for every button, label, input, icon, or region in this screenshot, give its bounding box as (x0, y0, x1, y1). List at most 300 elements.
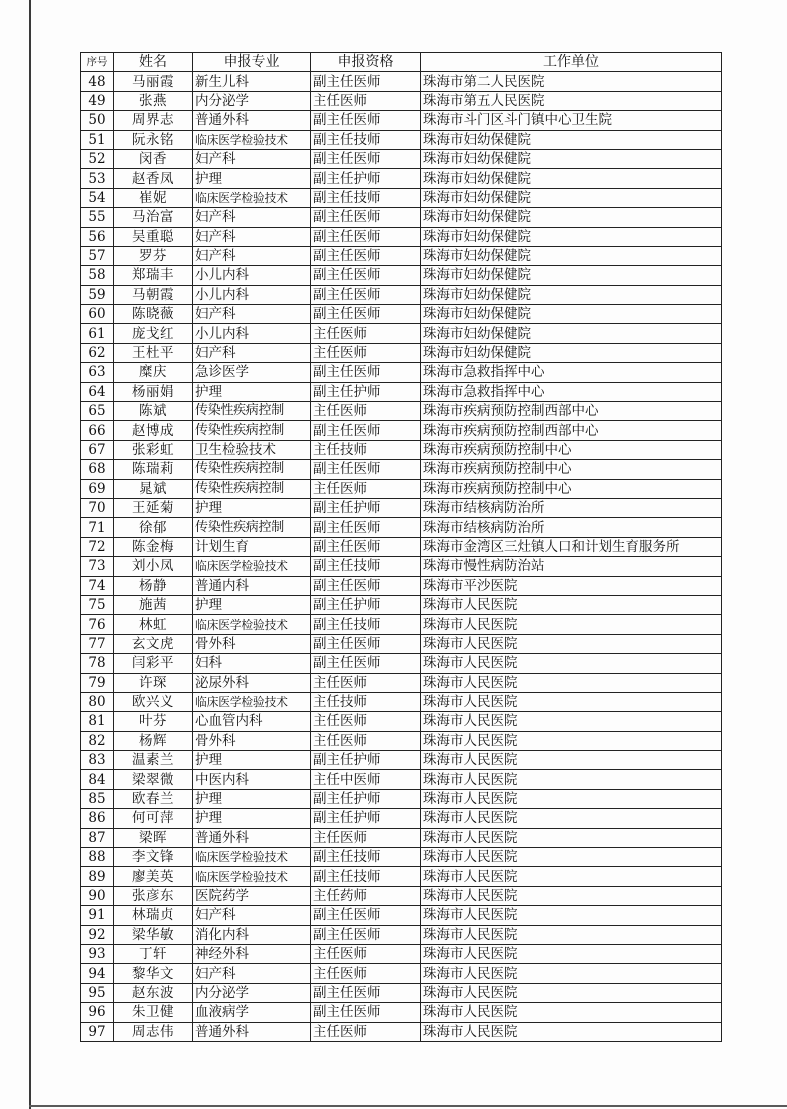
cell-qualification: 副主任医师 (311, 460, 421, 479)
table-row (81, 518, 722, 537)
cell-name: 周志伟 (114, 1022, 193, 1041)
cell-major: 临床医学检验技术 (193, 130, 311, 149)
cell-qualification: 副主任医师 (311, 72, 421, 91)
table-row (81, 848, 722, 867)
cell-unit: 珠海市人民医院 (421, 964, 722, 983)
cell-qualification: 副主任医师 (311, 246, 421, 265)
cell-unit: 珠海市第五人民医院 (421, 91, 722, 110)
cell-unit: 珠海市妇幼保健院 (421, 188, 722, 207)
cell-unit: 珠海市疾病预防控制西部中心 (421, 421, 722, 440)
cell-seq: 72 (81, 537, 114, 556)
cell-qualification: 主任医师 (311, 673, 421, 692)
cell-unit: 珠海市妇幼保健院 (421, 324, 722, 343)
cell-major: 小儿内科 (193, 266, 311, 285)
table-row (81, 576, 722, 595)
cell-major: 护理 (193, 789, 311, 808)
table-row (81, 227, 722, 246)
cell-seq: 85 (81, 789, 114, 808)
cell-name: 陈瑞莉 (114, 460, 193, 479)
cell-major: 临床医学检验技术 (193, 867, 311, 886)
cell-seq: 81 (81, 712, 114, 731)
cell-qualification: 副主任医师 (311, 421, 421, 440)
scan-edge-left (29, 0, 31, 1109)
cell-major: 传染性疾病控制 (193, 402, 311, 421)
cell-seq: 97 (81, 1022, 114, 1041)
cell-seq: 93 (81, 944, 114, 963)
cell-major: 普通外科 (193, 111, 311, 130)
cell-major: 妇产科 (193, 343, 311, 362)
cell-unit: 珠海市人民医院 (421, 925, 722, 944)
table-row (81, 421, 722, 440)
cell-qualification: 副主任医师 (311, 363, 421, 382)
cell-unit: 珠海市人民医院 (421, 828, 722, 847)
table-row (81, 72, 722, 91)
table-row (81, 91, 722, 110)
cell-name: 陈晓薇 (114, 305, 193, 324)
cell-qualification: 主任技师 (311, 692, 421, 711)
cell-unit: 珠海市妇幼保健院 (421, 208, 722, 227)
table-row (81, 692, 722, 711)
table-row (81, 886, 722, 905)
cell-major: 护理 (193, 498, 311, 517)
cell-unit: 珠海市人民医院 (421, 634, 722, 653)
cell-name: 丁轩 (114, 944, 193, 963)
cell-qualification: 副主任医师 (311, 654, 421, 673)
cell-name: 赵香凤 (114, 169, 193, 188)
cell-name: 张彦东 (114, 886, 193, 905)
cell-unit: 珠海市人民医院 (421, 809, 722, 828)
table-row (81, 402, 722, 421)
cell-seq: 58 (81, 266, 114, 285)
cell-seq: 90 (81, 886, 114, 905)
cell-seq: 53 (81, 169, 114, 188)
cell-name: 阮永铭 (114, 130, 193, 149)
cell-qualification: 副主任医师 (311, 925, 421, 944)
cell-name: 李文锋 (114, 848, 193, 867)
cell-major: 护理 (193, 382, 311, 401)
cell-seq: 63 (81, 363, 114, 382)
cell-major: 临床医学检验技术 (193, 848, 311, 867)
cell-seq: 95 (81, 983, 114, 1002)
cell-name: 周界志 (114, 111, 193, 130)
cell-name: 郑瑞丰 (114, 266, 193, 285)
cell-major: 传染性疾病控制 (193, 518, 311, 537)
cell-name: 王延菊 (114, 498, 193, 517)
cell-major: 医院药学 (193, 886, 311, 905)
cell-seq: 60 (81, 305, 114, 324)
cell-seq: 74 (81, 576, 114, 595)
cell-major: 妇产科 (193, 246, 311, 265)
cell-name: 罗芬 (114, 246, 193, 265)
cell-seq: 89 (81, 867, 114, 886)
cell-qualification: 副主任医师 (311, 634, 421, 653)
cell-qualification: 副主任技师 (311, 130, 421, 149)
table-row (81, 964, 722, 983)
cell-qualification: 副主任技师 (311, 615, 421, 634)
cell-major: 普通外科 (193, 1022, 311, 1041)
table-row (81, 673, 722, 692)
cell-name: 欧兴义 (114, 692, 193, 711)
cell-unit: 珠海市人民医院 (421, 654, 722, 673)
cell-seq: 94 (81, 964, 114, 983)
cell-name: 梁翠微 (114, 770, 193, 789)
cell-seq: 57 (81, 246, 114, 265)
table-row (81, 537, 722, 556)
cell-name: 马朝霞 (114, 285, 193, 304)
cell-name: 杨静 (114, 576, 193, 595)
cell-name: 黎华文 (114, 964, 193, 983)
cell-seq: 59 (81, 285, 114, 304)
cell-major: 妇产科 (193, 964, 311, 983)
cell-qualification: 副主任护师 (311, 382, 421, 401)
cell-qualification: 主任医师 (311, 712, 421, 731)
cell-seq: 71 (81, 518, 114, 537)
cell-qualification: 主任医师 (311, 828, 421, 847)
cell-qualification: 副主任医师 (311, 227, 421, 246)
table-row (81, 479, 722, 498)
cell-qualification: 主任医师 (311, 964, 421, 983)
cell-major: 护理 (193, 595, 311, 614)
cell-qualification: 副主任医师 (311, 518, 421, 537)
cell-major: 小儿内科 (193, 285, 311, 304)
cell-name: 赵博成 (114, 421, 193, 440)
table-row (81, 731, 722, 750)
cell-name: 温素兰 (114, 751, 193, 770)
cell-seq: 76 (81, 615, 114, 634)
cell-qualification: 主任医师 (311, 944, 421, 963)
cell-major: 急诊医学 (193, 363, 311, 382)
cell-qualification: 副主任医师 (311, 285, 421, 304)
table-row (81, 983, 722, 1002)
applicant-table (80, 52, 722, 1042)
cell-seq: 77 (81, 634, 114, 653)
cell-seq: 49 (81, 91, 114, 110)
table-row (81, 285, 722, 304)
cell-unit: 珠海市妇幼保健院 (421, 169, 722, 188)
table-row (81, 654, 722, 673)
cell-qualification: 副主任医师 (311, 149, 421, 168)
cell-unit: 珠海市妇幼保健院 (421, 266, 722, 285)
cell-name: 晁斌 (114, 479, 193, 498)
cell-unit: 珠海市人民医院 (421, 673, 722, 692)
cell-major: 妇产科 (193, 227, 311, 246)
cell-major: 临床医学检验技术 (193, 615, 311, 634)
cell-major: 神经外科 (193, 944, 311, 963)
cell-qualification: 副主任医师 (311, 111, 421, 130)
cell-seq: 92 (81, 925, 114, 944)
cell-qualification: 主任医师 (311, 324, 421, 343)
cell-major: 消化内科 (193, 925, 311, 944)
cell-seq: 56 (81, 227, 114, 246)
cell-unit: 珠海市人民医院 (421, 615, 722, 634)
cell-major: 计划生育 (193, 537, 311, 556)
cell-qualification: 副主任医师 (311, 266, 421, 285)
cell-major: 传染性疾病控制 (193, 421, 311, 440)
cell-major: 妇科 (193, 654, 311, 673)
header-major: 申报专业 (193, 53, 311, 72)
cell-unit: 珠海市人民医院 (421, 906, 722, 925)
cell-major: 普通内科 (193, 576, 311, 595)
cell-qualification: 主任医师 (311, 343, 421, 362)
cell-major: 妇产科 (193, 208, 311, 227)
cell-qualification: 主任药师 (311, 886, 421, 905)
cell-qualification: 副主任护师 (311, 751, 421, 770)
cell-seq: 84 (81, 770, 114, 789)
cell-major: 传染性疾病控制 (193, 479, 311, 498)
cell-seq: 75 (81, 595, 114, 614)
cell-name: 许琛 (114, 673, 193, 692)
cell-qualification: 副主任技师 (311, 848, 421, 867)
cell-qualification: 副主任技师 (311, 557, 421, 576)
table-row (81, 149, 722, 168)
cell-name: 刘小凤 (114, 557, 193, 576)
cell-name: 张彩虹 (114, 440, 193, 459)
cell-unit: 珠海市人民医院 (421, 944, 722, 963)
scan-edge-bottom (29, 1105, 787, 1107)
header-row (81, 53, 722, 72)
cell-name: 何可萍 (114, 809, 193, 828)
cell-unit: 珠海市妇幼保健院 (421, 343, 722, 362)
cell-qualification: 主任技师 (311, 440, 421, 459)
cell-qualification: 副主任医师 (311, 576, 421, 595)
cell-major: 小儿内科 (193, 324, 311, 343)
cell-seq: 87 (81, 828, 114, 847)
table-row (81, 130, 722, 149)
table-row (81, 498, 722, 517)
cell-name: 马治富 (114, 208, 193, 227)
cell-seq: 48 (81, 72, 114, 91)
cell-name: 庞戈红 (114, 324, 193, 343)
cell-major: 临床医学检验技术 (193, 188, 311, 207)
cell-name: 朱卫健 (114, 1003, 193, 1022)
cell-seq: 65 (81, 402, 114, 421)
cell-unit: 珠海市人民医院 (421, 848, 722, 867)
cell-unit: 珠海市平沙医院 (421, 576, 722, 595)
cell-name: 张燕 (114, 91, 193, 110)
cell-name: 陈斌 (114, 402, 193, 421)
cell-name: 吴重聪 (114, 227, 193, 246)
cell-major: 中医内科 (193, 770, 311, 789)
cell-name: 杨辉 (114, 731, 193, 750)
cell-major: 卫生检验技术 (193, 440, 311, 459)
cell-seq: 50 (81, 111, 114, 130)
cell-qualification: 副主任医师 (311, 1003, 421, 1022)
table-row (81, 789, 722, 808)
cell-name: 梁华敏 (114, 925, 193, 944)
cell-unit: 珠海市妇幼保健院 (421, 285, 722, 304)
cell-unit: 珠海市妇幼保健院 (421, 246, 722, 265)
table-row (81, 751, 722, 770)
cell-seq: 61 (81, 324, 114, 343)
table-row (81, 111, 722, 130)
cell-unit: 珠海市人民医院 (421, 886, 722, 905)
cell-unit: 珠海市慢性病防治站 (421, 557, 722, 576)
cell-name: 叶芬 (114, 712, 193, 731)
cell-unit: 珠海市人民医院 (421, 770, 722, 789)
cell-qualification: 副主任护师 (311, 595, 421, 614)
cell-qualification: 主任医师 (311, 479, 421, 498)
cell-unit: 珠海市第二人民医院 (421, 72, 722, 91)
cell-seq: 88 (81, 848, 114, 867)
table-row (81, 1022, 722, 1041)
cell-name: 徐郁 (114, 518, 193, 537)
cell-name: 赵东波 (114, 983, 193, 1002)
cell-name: 马丽霞 (114, 72, 193, 91)
cell-seq: 64 (81, 382, 114, 401)
cell-unit: 珠海市人民医院 (421, 789, 722, 808)
cell-name: 欧春兰 (114, 789, 193, 808)
cell-qualification: 副主任医师 (311, 305, 421, 324)
cell-qualification: 副主任医师 (311, 537, 421, 556)
cell-name: 玄文虎 (114, 634, 193, 653)
cell-seq: 73 (81, 557, 114, 576)
cell-unit: 珠海市妇幼保健院 (421, 149, 722, 168)
cell-unit: 珠海市妇幼保健院 (421, 227, 722, 246)
table-row (81, 440, 722, 459)
cell-seq: 68 (81, 460, 114, 479)
cell-qualification: 副主任技师 (311, 188, 421, 207)
cell-unit: 珠海市结核病防治所 (421, 498, 722, 517)
cell-unit: 珠海市疾病预防控制中心 (421, 440, 722, 459)
cell-seq: 62 (81, 343, 114, 362)
table-row (81, 246, 722, 265)
cell-major: 妇产科 (193, 305, 311, 324)
table-row (81, 382, 722, 401)
cell-major: 内分泌学 (193, 983, 311, 1002)
cell-qualification: 主任医师 (311, 402, 421, 421)
cell-major: 临床医学检验技术 (193, 557, 311, 576)
table-row (81, 770, 722, 789)
cell-unit: 珠海市人民医院 (421, 1022, 722, 1041)
cell-name: 崔妮 (114, 188, 193, 207)
cell-seq: 80 (81, 692, 114, 711)
header-qualification: 申报资格 (311, 53, 421, 72)
header-unit: 工作单位 (421, 53, 722, 72)
cell-seq: 66 (81, 421, 114, 440)
cell-name: 王杜平 (114, 343, 193, 362)
cell-unit: 珠海市疾病预防控制中心 (421, 460, 722, 479)
cell-qualification: 主任医师 (311, 91, 421, 110)
cell-qualification: 副主任技师 (311, 867, 421, 886)
cell-major: 泌尿外科 (193, 673, 311, 692)
cell-qualification: 主任医师 (311, 731, 421, 750)
cell-major: 血液病学 (193, 1003, 311, 1022)
cell-major: 护理 (193, 169, 311, 188)
cell-qualification: 副主任护师 (311, 169, 421, 188)
cell-qualification: 副主任护师 (311, 498, 421, 517)
table-row (81, 188, 722, 207)
cell-qualification: 副主任医师 (311, 983, 421, 1002)
cell-major: 骨外科 (193, 634, 311, 653)
cell-seq: 70 (81, 498, 114, 517)
cell-major: 内分泌学 (193, 91, 311, 110)
cell-seq: 69 (81, 479, 114, 498)
cell-major: 妇产科 (193, 149, 311, 168)
cell-qualification: 副主任医师 (311, 208, 421, 227)
cell-unit: 珠海市人民医院 (421, 595, 722, 614)
table-row (81, 712, 722, 731)
table-row (81, 944, 722, 963)
table-row (81, 634, 722, 653)
cell-unit: 珠海市急救指挥中心 (421, 382, 722, 401)
cell-unit: 珠海市妇幼保健院 (421, 305, 722, 324)
cell-unit: 珠海市妇幼保健院 (421, 130, 722, 149)
cell-seq: 91 (81, 906, 114, 925)
cell-unit: 珠海市人民医院 (421, 731, 722, 750)
cell-unit: 珠海市疾病预防控制西部中心 (421, 402, 722, 421)
cell-seq: 55 (81, 208, 114, 227)
cell-major: 心血管内科 (193, 712, 311, 731)
cell-seq: 54 (81, 188, 114, 207)
table-row (81, 906, 722, 925)
cell-seq: 51 (81, 130, 114, 149)
table-row (81, 305, 722, 324)
cell-unit: 珠海市斗门区斗门镇中心卫生院 (421, 111, 722, 130)
cell-major: 临床医学检验技术 (193, 692, 311, 711)
cell-qualification: 副主任护师 (311, 789, 421, 808)
cell-unit: 珠海市人民医院 (421, 1003, 722, 1022)
cell-name: 糜庆 (114, 363, 193, 382)
cell-unit: 珠海市人民医院 (421, 712, 722, 731)
cell-name: 梁晖 (114, 828, 193, 847)
cell-name: 林瑞贞 (114, 906, 193, 925)
table-row (81, 828, 722, 847)
cell-major: 护理 (193, 809, 311, 828)
cell-major: 妇产科 (193, 906, 311, 925)
header-name: 姓名 (114, 53, 193, 72)
cell-qualification: 副主任护师 (311, 809, 421, 828)
table-row (81, 557, 722, 576)
cell-name: 廖美英 (114, 867, 193, 886)
table-row (81, 925, 722, 944)
table-row (81, 615, 722, 634)
table-row (81, 208, 722, 227)
cell-major: 新生儿科 (193, 72, 311, 91)
table-row (81, 809, 722, 828)
cell-qualification: 副主任医师 (311, 906, 421, 925)
cell-seq: 67 (81, 440, 114, 459)
cell-name: 杨丽娟 (114, 382, 193, 401)
table-row (81, 363, 722, 382)
table-header (81, 53, 722, 72)
cell-seq: 52 (81, 149, 114, 168)
cell-seq: 78 (81, 654, 114, 673)
cell-unit: 珠海市急救指挥中心 (421, 363, 722, 382)
cell-unit: 珠海市结核病防治所 (421, 518, 722, 537)
cell-seq: 82 (81, 731, 114, 750)
table-row (81, 343, 722, 362)
table-body (81, 72, 722, 1042)
cell-major: 传染性疾病控制 (193, 460, 311, 479)
cell-qualification: 主任医师 (311, 1022, 421, 1041)
cell-unit: 珠海市人民医院 (421, 751, 722, 770)
cell-major: 骨外科 (193, 731, 311, 750)
table-row (81, 1003, 722, 1022)
table-row (81, 324, 722, 343)
cell-seq: 83 (81, 751, 114, 770)
cell-seq: 86 (81, 809, 114, 828)
cell-unit: 珠海市疾病预防控制中心 (421, 479, 722, 498)
cell-qualification: 主任中医师 (311, 770, 421, 789)
cell-name: 闵香 (114, 149, 193, 168)
cell-unit: 珠海市人民医院 (421, 983, 722, 1002)
cell-name: 闫彩平 (114, 654, 193, 673)
table-row (81, 460, 722, 479)
cell-unit: 珠海市人民医院 (421, 867, 722, 886)
cell-major: 护理 (193, 751, 311, 770)
cell-seq: 96 (81, 1003, 114, 1022)
cell-major: 普通外科 (193, 828, 311, 847)
